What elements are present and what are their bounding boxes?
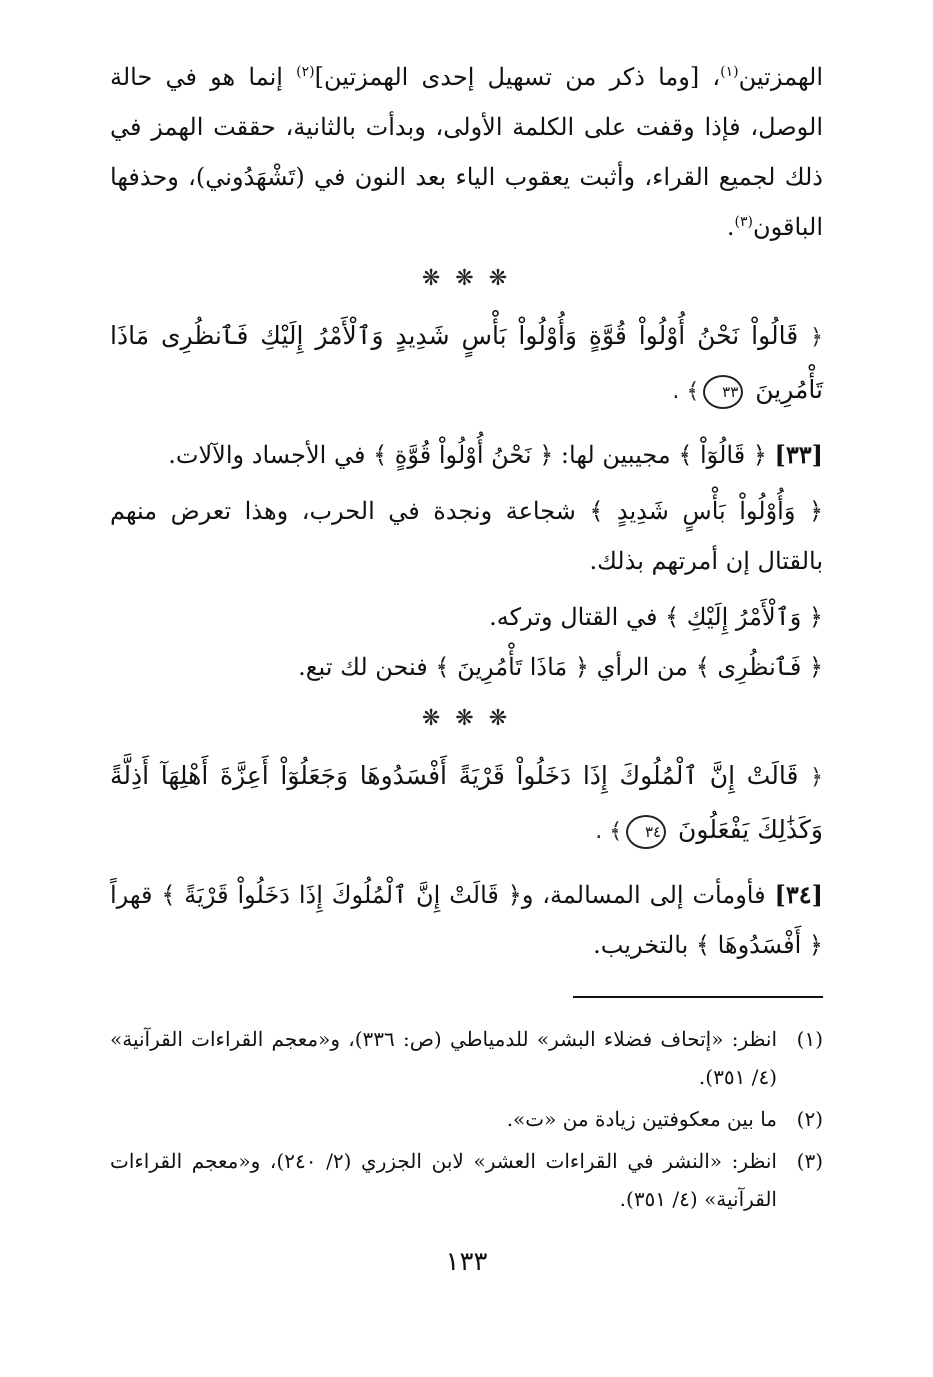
footnote-text: انظر: «النشر في القراءات العشر» لابن الجزري (٢/ ٢٤٠)، و«معجم القراءات القرآنية» (٤/ ٣٥١). [110, 1149, 777, 1211]
footnote-number: (١) [796, 1027, 823, 1051]
ornate-bracket-open: ﴿ [810, 325, 823, 350]
ayah-number-badge: ٣٣ [703, 375, 743, 409]
text-run: من الرأي [596, 653, 689, 681]
section-separator: ❋ ❋ ❋ [421, 706, 512, 731]
paragraph-hamz [110, 52, 823, 252]
footnote-divider [573, 996, 823, 998]
text-run: الهمزتين [738, 63, 823, 91]
footnote-text: انظر: «إتحاف فضلاء البشر» للدمياطي (ص: ٣٣٦)، و«معجم القراءات القرآنية» (٤/ ٣٥١). [110, 1027, 778, 1089]
text-run: شجاعة ونجدة في الحرب، وهذا تعرض منهم بالقتال إن أمرتهم بذلك. [110, 497, 823, 575]
footnote-ref-1[interactable]: (١) [720, 64, 739, 80]
text-run: . [726, 213, 735, 241]
verse-text: قَالَتْ إِنَّ ٱلْمُلُوكَ إِذَا دَخَلُواْ قَرْيَةً أَفْسَدُوهَا وَجَعَلُوٓاْ أَعِزَّةَ أَهْلِهَآ أَذِلَّةً وَكَذَٰلِكَ يَفْعَلُونَ [110, 761, 823, 844]
footnote-1 [110, 1020, 823, 1096]
text-run: فنحن لك تبع. [298, 653, 428, 681]
quran-quote: ﴿ نَحْنُ أُوْلُواْ قُوَّةٍ ﴾ [373, 441, 554, 469]
text-run: قهراً [110, 881, 153, 909]
commentary-33-a [110, 430, 823, 480]
footnote-number: (٣) [796, 1149, 823, 1173]
text-run: في القتال وتركه. [489, 603, 658, 631]
text-run: ، [وما ذكر من تسهيل إحدى الهمزتين] [314, 63, 721, 91]
section-separator: ❋ ❋ ❋ [421, 266, 512, 291]
text-run: في الأجساد والآلات. [168, 441, 366, 469]
verse-ref-number: [٣٤] [774, 880, 823, 909]
commentary-33-d [110, 642, 823, 692]
ayah-number-badge: ٣٤ [626, 815, 666, 849]
ornate-bracket-close: ﴾ . [672, 379, 700, 404]
verse-text: قَالُواْ نَحْنُ أُوْلُواْ قُوَّةٍ وَأُوْلُواْ بَأْسٍ شَدِيدٍ وَٱلْأَمْرُ إِلَيْكِ فَٱنظُرِى مَاذَا تَأْمُرِينَ [110, 321, 823, 404]
ornate-bracket-open: ﴿ [810, 765, 823, 790]
footnote-2 [110, 1100, 823, 1138]
footnote-text: ما بين معكوفتين زيادة من «ت». [506, 1107, 777, 1131]
footnote-3 [110, 1142, 823, 1218]
commentary-34 [110, 870, 823, 970]
footnote-ref-3[interactable]: (٣) [734, 214, 753, 230]
footnote-number: (٢) [796, 1107, 823, 1131]
quran-quote: ﴿ قَالُوٓاْ ﴾ [678, 441, 767, 469]
text-run: مجيبين لها: [560, 441, 671, 469]
footnote-ref-2[interactable]: (٢) [296, 64, 315, 80]
footnotes [110, 1020, 823, 1218]
page-content [110, 52, 823, 1222]
quran-verse-33 [110, 310, 823, 418]
commentary-33-c [110, 592, 823, 642]
verse-ref-number: [٣٣] [774, 440, 823, 469]
quran-quote: ﴿ أَفْسَدُوهَا ﴾ [695, 931, 823, 959]
text-run: بالتخريب. [593, 931, 689, 959]
quran-quote: ﴿ مَاذَا تَأْمُرِينَ ﴾ [435, 653, 589, 681]
quran-verse-34 [110, 750, 823, 858]
text-run: إنما هو في حالة الوصل، فإذا وقفت على الكلمة الأولى، وبدأت بالثانية، حققت الهمز في ذلك لجميع القراء، وأثبت يعقوب الياء بعد النون في (تَشْهَدُوني)، وحذفها الباقون [110, 63, 823, 241]
quran-quote: ﴿ قَالَتْ إِنَّ ٱلْمُلُوكَ إِذَا دَخَلُواْ قَرْيَةً ﴾ [161, 881, 522, 909]
quran-quote: ﴿ وَٱلْأَمْرُ إِلَيْكِ ﴾ [665, 603, 823, 631]
text-run: فأومأت إلى المسالمة، و [521, 881, 766, 909]
quran-quote: ﴿ وَأُوْلُواْ بَأْسٍ شَدِيدٍ ﴾ [589, 497, 824, 525]
quran-quote: ﴿ فَٱنظُرِى ﴾ [695, 653, 823, 681]
commentary-33-b [110, 486, 823, 586]
page-number: ١٣٣ [445, 1247, 488, 1277]
ornate-bracket-close: ﴾ . [595, 819, 623, 844]
